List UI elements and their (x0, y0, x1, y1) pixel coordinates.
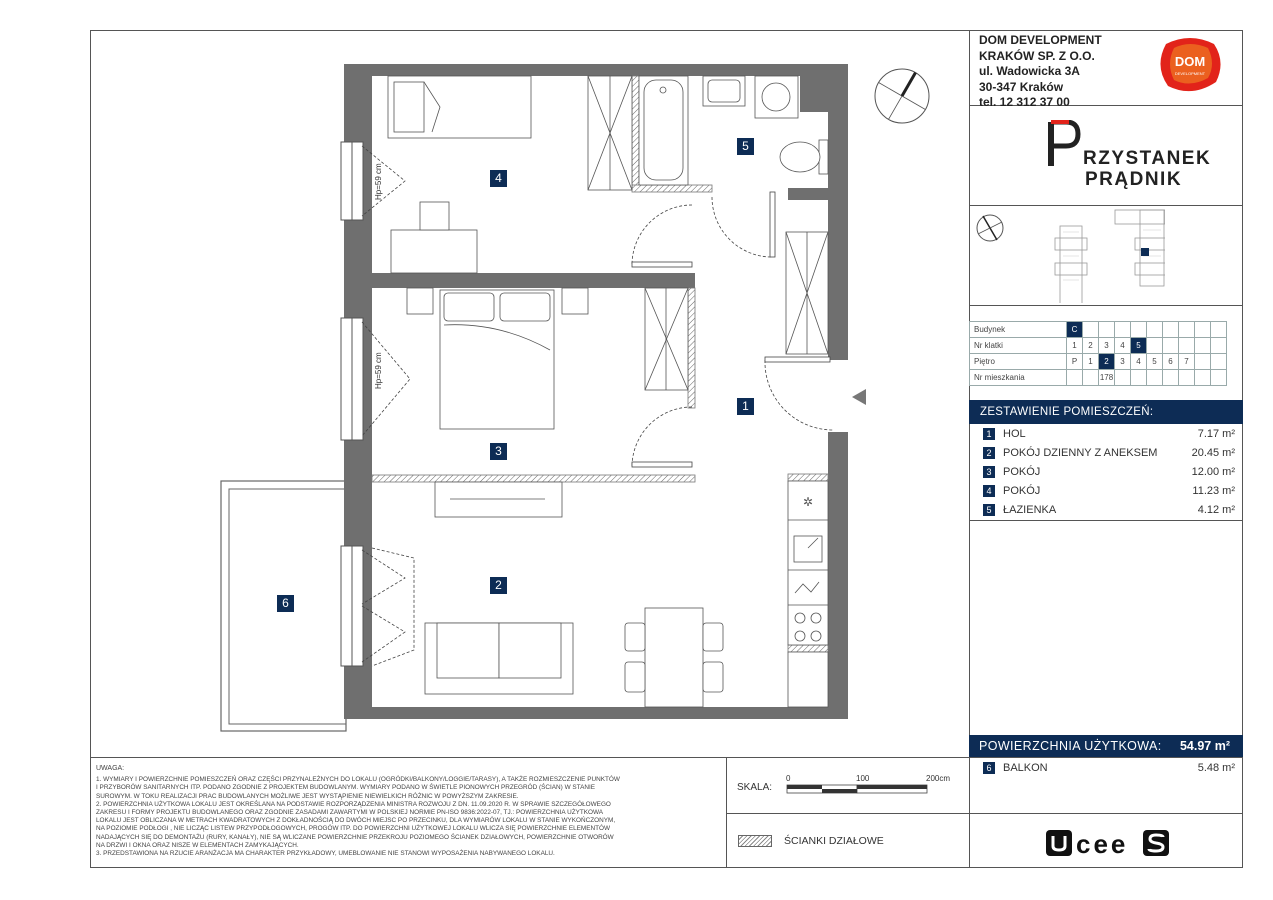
note-line: 3. PRZEDSTAWIONA NA RZUCIE ARANŻACJA MA CHARAKTER PRZYKŁADOWY, UMEBLOWANIE NIE STANOWI WYPOSAŻENIA NABYWANEGO LOKALU. (96, 850, 555, 858)
room-name: POKÓJ (1003, 466, 1041, 478)
scale-tick-100: 100 (856, 774, 870, 783)
room-num: 1 (983, 428, 995, 440)
divider (726, 813, 1243, 814)
grid-cell (1195, 322, 1211, 338)
grid-cell (1211, 354, 1227, 370)
room-label-3: 3 (490, 443, 507, 460)
svg-text:✲: ✲ (803, 495, 814, 509)
note-line: 1. WYMIARY I POWIERZCHNIE POMIESZCZEŃ ORAZ CZĘŚCI PRZYNALEŻNYCH DO LOKALU (OGRÓDKI/BALKONY/LOGGIE/TARASY), A TAKŻE ROZMIESZCZENIE PUNKTÓW (96, 776, 620, 784)
grid-cell: 178 (1099, 370, 1115, 386)
company-branch: KRAKÓW SP. Z O.O. (979, 48, 1095, 63)
room-summary-row (983, 501, 1235, 519)
bathroom-fixtures (639, 76, 828, 185)
room-num: 5 (983, 504, 995, 516)
project-title-line1: RZYSTANEK (1083, 148, 1212, 169)
legend-walls-label: ŚCIANKI DZIAŁOWE (784, 835, 884, 847)
room2-furniture (425, 482, 723, 707)
grid-cell (1131, 322, 1147, 338)
room-num: 2 (983, 447, 995, 459)
grid-cell: 4 (1131, 354, 1147, 370)
summary-header: ZESTAWIENIE POMIESZCZEŃ: (969, 400, 1243, 424)
grid-cell: 5 (1147, 354, 1163, 370)
ucees-logo (1046, 828, 1171, 858)
location-grid-row (970, 322, 1227, 338)
room-area: 20.45 m² (1191, 447, 1235, 459)
divider (969, 520, 1243, 521)
balcony-row (983, 759, 1235, 777)
room-label-4: 4 (490, 170, 507, 187)
grid-cell (1083, 322, 1099, 338)
room3-furniture (407, 288, 588, 429)
grid-cell (1115, 370, 1131, 386)
total-area-value: 54.97 m² (1179, 739, 1230, 753)
company-city: 30-347 Kraków (979, 79, 1064, 94)
grid-cell: P (1067, 354, 1083, 370)
grid-cell: 2 (1099, 354, 1115, 370)
grid-cell (1195, 354, 1211, 370)
divider (969, 305, 1243, 306)
total-area-label: POWIERZCHNIA UŻYTKOWA: (979, 739, 1162, 753)
grid-row-label: Budynek (970, 322, 1067, 338)
room-label-2: 2 (490, 577, 507, 594)
room-area: 11.23 m² (1192, 485, 1235, 497)
room-area: 4.12 m² (1197, 504, 1235, 516)
legend-hatch-swatch (738, 835, 772, 847)
room-num: 3 (983, 466, 995, 478)
room-label-6: 6 (277, 595, 294, 612)
room-name: ŁAZIENKA (1003, 504, 1057, 516)
scale-tick-0: 0 (786, 774, 791, 783)
grid-cell: 1 (1067, 338, 1083, 354)
logo-subtext: DEVELOPMENT (1174, 71, 1206, 76)
note-line: SUROWYM. W TOKU REALIZACJI PRAC BUDOWLANYCH MOŻLIWE JEST WYSTĄPIENIE NIEWIELKICH RÓŻNIC W POWYŻSZYM ZAKRESIE. (96, 792, 519, 800)
grid-cell (1163, 370, 1179, 386)
grid-row-label: Piętro (970, 354, 1067, 370)
grid-cell: 1 (1083, 354, 1099, 370)
grid-cell: 2 (1083, 338, 1099, 354)
grid-cell: 3 (1115, 354, 1131, 370)
total-area-bar (969, 735, 1243, 757)
grid-cell (1147, 370, 1163, 386)
grid-cell (1099, 322, 1115, 338)
svg-text:cee: cee (1076, 829, 1129, 858)
room-num: 4 (983, 485, 995, 497)
room-summary-row (983, 425, 1235, 443)
location-grid (969, 321, 1227, 386)
dom-development-logo (1156, 36, 1224, 94)
company-name: DOM DEVELOPMENT (979, 33, 1102, 47)
grid-cell (1147, 322, 1163, 338)
grid-cell (1179, 370, 1195, 386)
entrance-arrow-icon (852, 389, 866, 405)
notes-header: UWAGA: (96, 765, 125, 772)
window-height-label: Hp=59 cm (374, 163, 383, 200)
grid-row-label: Nr mieszkania (970, 370, 1067, 386)
divider (90, 757, 1243, 758)
grid-cell (1147, 338, 1163, 354)
grid-cell (1211, 370, 1227, 386)
balcony-number: 6 (983, 762, 995, 774)
room-label-5: 5 (737, 138, 754, 155)
grid-cell (1163, 322, 1179, 338)
grid-cell: 6 (1163, 354, 1179, 370)
scale-tick-200: 200cm (926, 774, 951, 783)
grid-cell (1083, 370, 1099, 386)
balcony-area: 5.48 m² (1197, 762, 1235, 774)
grid-cell (1211, 338, 1227, 354)
grid-cell (1195, 338, 1211, 354)
note-line: NA POZIOMIE PODŁOGI , NIE LICZĄC LISTEW PRZYPODŁOGOWYCH, PROGÓW ITP. DO POWIERZCHNI UŻYTKOWEJ LOKALU WLICZA SIĘ POWIERZCHNIE ELEMENTÓW (96, 825, 611, 833)
note-line: NA DRZWI I OKNA ORAZ NISZE W ELEMENTACH ZAMYKAJĄCYCH. (96, 841, 299, 849)
grid-cell: 7 (1179, 354, 1195, 370)
grid-cell (1179, 338, 1195, 354)
compass-icon (875, 69, 929, 123)
note-line: 2. POWIERZCHNIA UŻYTKOWA LOKALU JEST OKREŚLANA NA PODSTAWIE ROZPORZĄDZENIA MINISTRA ROZWOJU Z DN. 11.09.2020 R. W SPRAWIE SZCZEGÓŁOWEGO (96, 800, 611, 808)
divider (726, 757, 727, 868)
room-summary-row (983, 444, 1235, 462)
project-title (1083, 148, 1211, 190)
grid-cell: 5 (1131, 338, 1147, 354)
grid-cell: 4 (1115, 338, 1131, 354)
room-name: POKÓJ DZIENNY Z ANEKSEM (1003, 447, 1158, 459)
company-phone: tel. 12 312 37 00 (979, 95, 1070, 109)
grid-cell: 3 (1099, 338, 1115, 354)
room-summary-row (983, 463, 1235, 481)
grid-cell (1179, 322, 1195, 338)
scale-label: SKALA: (737, 782, 773, 793)
project-title-line2: PRĄDNIK (1085, 169, 1183, 190)
notes-block (96, 765, 716, 858)
room4-furniture (388, 76, 531, 273)
grid-cell: C (1067, 322, 1083, 338)
grid-cell (1195, 370, 1211, 386)
note-line: I PRZYBORÓW SANITARNYCH ITP. PODANO ZGODNIE Z PROJEKTEM BUDOWLANYM. WYMIARY PODANO W ŚWIETLE PIONOWYCH PRZEGRÓD (ŚCIAN) W STANIE (96, 784, 595, 792)
note-line: NADAJĄCYCH SIĘ DO DEMONTAŻU (RURY, KANAŁY), NIE SĄ WLICZANE POWIERZCHNIE PRZEKROJU POZIOMEGO ŚCIANEK DZIAŁOWYCH, POWIERZCHNIE OTWORÓW (96, 833, 614, 841)
grid-cell (1115, 322, 1131, 338)
przystanek-logo-mark (1048, 120, 1084, 172)
company-info (979, 33, 1102, 111)
wardrobes (588, 76, 828, 390)
note-line: ZAKRESU I FORMY PROJEKTU BUDOWLANEGO ORAZ ZGODNIE ZASADAMI ZAWARTYMI W POLSKIEJ NORMIE PN-ISO 9836:2022-07, TJ.: POWIERZCHNIA UŻYTKOWA (96, 809, 604, 817)
kitchen-unit (788, 481, 828, 707)
grid-row-label: Nr klatki (970, 338, 1067, 354)
logo-text: DOM (1174, 54, 1206, 69)
room-area: 7.17 m² (1197, 428, 1235, 440)
grid-cell (1131, 370, 1147, 386)
balcony-name: BALKON (1003, 762, 1048, 774)
room-name: HOL (1003, 428, 1026, 440)
room-label-1: 1 (737, 398, 754, 415)
window-height-label: Hp=59 cm (374, 352, 383, 389)
scale-bar (786, 784, 931, 796)
location-grid-row (970, 338, 1227, 354)
grid-cell (1067, 370, 1083, 386)
note-line: LOKALU JEST OBLICZANA W METRACH KWADRATOWYCH Z DOKŁADNOŚCIĄ DO DWÓCH MIEJSC PO PRZECINKU, DLA WYMIARÓW LOKALU W STANIE WYKOŃCZONYM, (96, 817, 616, 825)
room-name: POKÓJ (1003, 485, 1041, 497)
location-grid-row (970, 370, 1227, 386)
room-summary-row (983, 482, 1235, 500)
room-area: 12.00 m² (1191, 466, 1235, 478)
grid-cell (1163, 338, 1179, 354)
divider (969, 205, 1243, 206)
location-grid-row (970, 354, 1227, 370)
company-street: ul. Wadowicka 3A (979, 64, 1080, 78)
grid-cell (1211, 322, 1227, 338)
building-location-map (975, 208, 1165, 303)
